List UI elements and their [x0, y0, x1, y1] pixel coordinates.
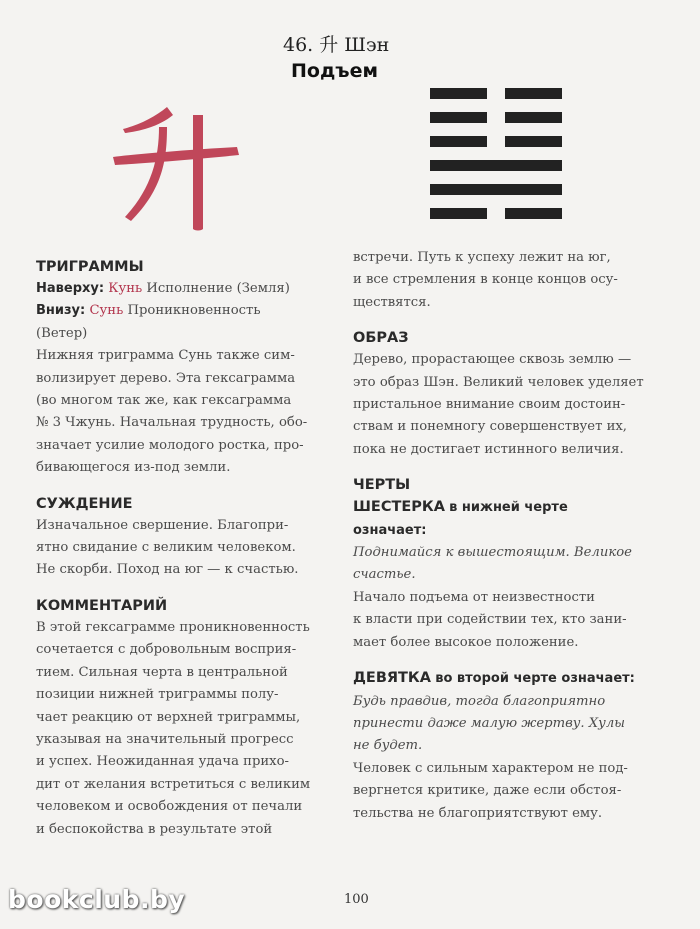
- hexagram-line-yin: [430, 112, 562, 123]
- hexagram-segment: [430, 160, 562, 171]
- text-line: бивающегося из-под земли.: [36, 460, 231, 476]
- text-line: к власти при содействии тех, кто зани-: [353, 612, 627, 628]
- page-number: 100: [344, 892, 369, 907]
- six-paragraph: [353, 587, 668, 654]
- lower-trigram-desc-cont: (Ветер): [36, 325, 88, 341]
- lower-trigram-desc: Проникновенность: [127, 303, 261, 319]
- image-heading: ОБРАЗ: [353, 330, 409, 347]
- nine-quote: [353, 691, 668, 758]
- text-line: пристальное внимание своим достоин-: [353, 397, 626, 413]
- hexagram-segment: [505, 136, 562, 147]
- six-label: ШЕСТЕРКА: [353, 499, 445, 516]
- trigrams-heading: ТРИГРАММЫ: [36, 259, 144, 275]
- text-line: ществятся.: [353, 294, 431, 310]
- text-line: Изначальное свершение. Благопри-: [36, 517, 289, 533]
- text-line: дит от желания встретиться с великим: [36, 776, 311, 792]
- text-line: указывая на значительный прогресс: [36, 731, 294, 747]
- text-line: принести даже малую жертву. Хулы: [353, 715, 625, 731]
- text-line: Поднимайся к вышестоящим. Великое: [353, 545, 632, 561]
- hexagram-segment: [430, 88, 487, 99]
- six-rest: в нижней черте: [449, 500, 568, 516]
- text-line: позиции нижней триграммы полу-: [36, 687, 279, 703]
- trigrams-paragraph: [36, 345, 336, 479]
- upper-label: Наверху:: [36, 281, 105, 296]
- text-line: Нижняя триграмма Сунь также сим-: [36, 348, 295, 364]
- hexagram-line-yin: [430, 136, 562, 147]
- hexagram-segment: [430, 112, 487, 123]
- text-line: Не скорби. Поход на юг — к счастью.: [36, 562, 299, 578]
- text-line: ствам и понемногу совершенствует их,: [353, 419, 627, 435]
- hexagram-number-line: 46. 升 Шэн: [283, 34, 390, 56]
- lower-trigram-name: Сунь: [89, 303, 124, 319]
- hexagram-line-yang: [430, 184, 562, 195]
- six-line-header: [353, 496, 668, 519]
- hexagram-line-yin: [430, 208, 562, 219]
- image-paragraph: [353, 349, 668, 461]
- judgement-paragraph: [36, 515, 336, 582]
- shen-calligraphy-glyph: [105, 93, 245, 233]
- lower-trigram-line: [36, 300, 336, 322]
- hexagram-line-yang: [430, 160, 562, 171]
- hexagram-figure: [430, 88, 562, 232]
- upper-trigram-line: [36, 278, 336, 300]
- nine-paragraph: [353, 758, 668, 825]
- text-line: Будь правдив, тогда благоприятно: [353, 693, 606, 709]
- upper-trigram-desc: Исполнение (Земля): [146, 281, 290, 296]
- text-line: счастье.: [353, 567, 416, 583]
- hexagram-segment: [505, 208, 562, 219]
- hexagram-segment: [505, 112, 562, 123]
- text-line: В этой гексаграмме проникновенность: [36, 619, 310, 635]
- hexagram-line-yin: [430, 88, 562, 99]
- text-line: (во многом так же, как гексаграмма: [36, 393, 292, 409]
- text-line: и все стремления в конце концов осу-: [353, 272, 618, 288]
- text-line: Начало подъема от неизвестности: [353, 589, 595, 605]
- text-line: человеком и освобождения от печали: [36, 799, 303, 815]
- lines-heading: ЧЕРТЫ: [353, 477, 411, 494]
- text-line: не будет.: [353, 738, 423, 754]
- text-line: № 3 Чжунь. Начальная трудность, обо-: [36, 415, 308, 431]
- text-line: чает реакцию от верхней триграммы,: [36, 709, 301, 725]
- lower-label: Внизу:: [36, 303, 86, 319]
- text-line: значает усилие молодого ростка, про-: [36, 437, 304, 453]
- commentary-continuation: [353, 247, 668, 314]
- hexagram-segment: [430, 208, 487, 219]
- left-column: [36, 256, 336, 841]
- nine-label: ДЕВЯТКА: [353, 670, 432, 687]
- text-line: Человек с сильным характером не под-: [353, 760, 628, 776]
- text-line: ятно свидание с великим человеком.: [36, 540, 296, 556]
- text-line: тельства не благоприятствуют ему.: [353, 805, 603, 821]
- nine-line-header: [353, 667, 668, 690]
- text-line: встречи. Путь к успеху лежит на юг,: [353, 250, 611, 265]
- text-line: и беспокойства в результате этой: [36, 821, 273, 837]
- text-line: пока не достигает истинного величия.: [353, 441, 624, 457]
- text-line: и успех. Неожиданная удача прихо-: [36, 754, 290, 770]
- text-line: это образ Шэн. Великий человек уделяет: [353, 374, 644, 390]
- right-column: [353, 247, 668, 825]
- six-quote: [353, 542, 668, 587]
- commentary-heading: КОММЕНТАРИЙ: [36, 597, 168, 614]
- nine-rest: во второй черте означает:: [435, 671, 635, 687]
- hexagram-segment: [505, 88, 562, 99]
- hexagram-segment: [430, 184, 562, 195]
- hexagram-segment: [430, 136, 487, 147]
- text-line: тием. Сильная черта в центральной: [36, 664, 288, 680]
- text-line: волизирует дерево. Эта гексаграмма: [36, 370, 296, 386]
- page-title: Подъем: [291, 60, 378, 82]
- text-line: сочетается с добровольным восприя-: [36, 642, 297, 658]
- upper-trigram-name: Кунь: [108, 281, 143, 296]
- judgement-heading: СУЖДЕНИЕ: [36, 495, 133, 512]
- watermark-logo: bookclub.by: [8, 885, 186, 914]
- six-rest-cont: означает:: [353, 522, 427, 538]
- text-line: мает более высокое положение.: [353, 634, 579, 650]
- text-line: Дерево, прорастающее сквозь землю —: [353, 352, 632, 368]
- commentary-paragraph: [36, 617, 336, 841]
- text-line: вергнется критике, даже если обстоя-: [353, 783, 622, 799]
